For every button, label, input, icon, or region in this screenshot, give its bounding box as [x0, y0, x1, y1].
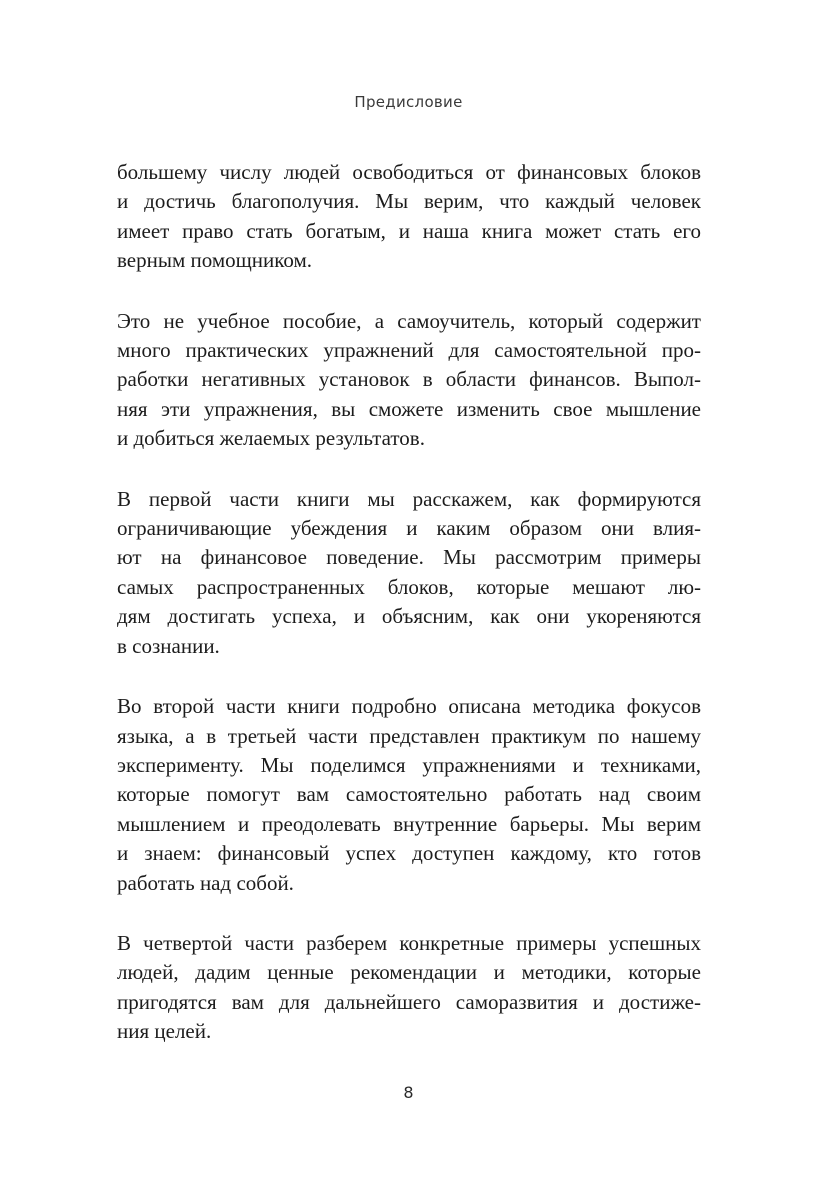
paragraph-4	[117, 692, 701, 898]
text-line: Это не учебное пособие, а самоучитель, который содержит	[117, 308, 701, 333]
text-line: няя эти упражнения, вы сможете изменить свое мышление	[117, 396, 701, 421]
paragraph-2	[117, 307, 701, 454]
text-line: дям достигать успеха, и объясним, как они укореняются	[117, 604, 701, 629]
text-line: пригодятся вам для дальнейшего саморазвития и достиже-	[117, 989, 701, 1014]
text-line: и достичь благополучия. Мы верим, что каждый человек	[117, 189, 701, 214]
running-header: Предисловие	[354, 93, 463, 111]
text-line: мышлением и преодолевать внутренние барьеры. Мы верим	[117, 811, 701, 836]
text-line: много практических упражнений для самостоятельной про-	[117, 338, 701, 363]
text-line: В четвертой части разберем конкретные примеры успешных	[117, 930, 701, 955]
text-line: верным помощником.	[117, 248, 313, 273]
paragraph-5	[117, 929, 701, 1047]
text-line: ограничивающие убеждения и каким образом они влия-	[117, 516, 701, 541]
text-line: большему числу людей освободиться от финансовых блоков	[117, 160, 701, 184]
text-line: ют на финансовое поведение. Мы рассмотрим примеры	[117, 545, 701, 570]
text-line: Во второй части книги подробно описана методика фокусов	[117, 694, 701, 719]
text-line: языка, а в третьей части представлен практикум по нашему	[117, 723, 701, 748]
text-line: работать над собой.	[117, 870, 294, 895]
text-line: людей, дадим ценные рекомендации и методики, которые	[117, 960, 701, 985]
text-line: в сознании.	[117, 633, 220, 658]
text-line: ния целей.	[117, 1019, 212, 1044]
page-number: 8	[403, 1083, 414, 1102]
text-line: имеет право стать богатым, и наша книга может стать его	[117, 218, 701, 243]
text-line: и добиться желаемых результатов.	[117, 426, 425, 451]
text-line: работки негативных установок в области финансов. Выпол-	[117, 367, 701, 392]
body-text	[117, 158, 701, 1078]
paragraph-3	[117, 485, 701, 661]
text-line: эксперименту. Мы поделимся упражнениями и техниками,	[117, 752, 701, 777]
text-line: самых распространенных блоков, которые мешают лю-	[117, 574, 701, 599]
text-line: В первой части книги мы расскажем, как формируются	[117, 486, 701, 511]
text-line: которые помогут вам самостоятельно работать над своим	[117, 782, 701, 807]
paragraph-1	[117, 158, 701, 276]
text-line: и знаем: финансовый успех доступен каждому, кто готов	[117, 841, 701, 866]
